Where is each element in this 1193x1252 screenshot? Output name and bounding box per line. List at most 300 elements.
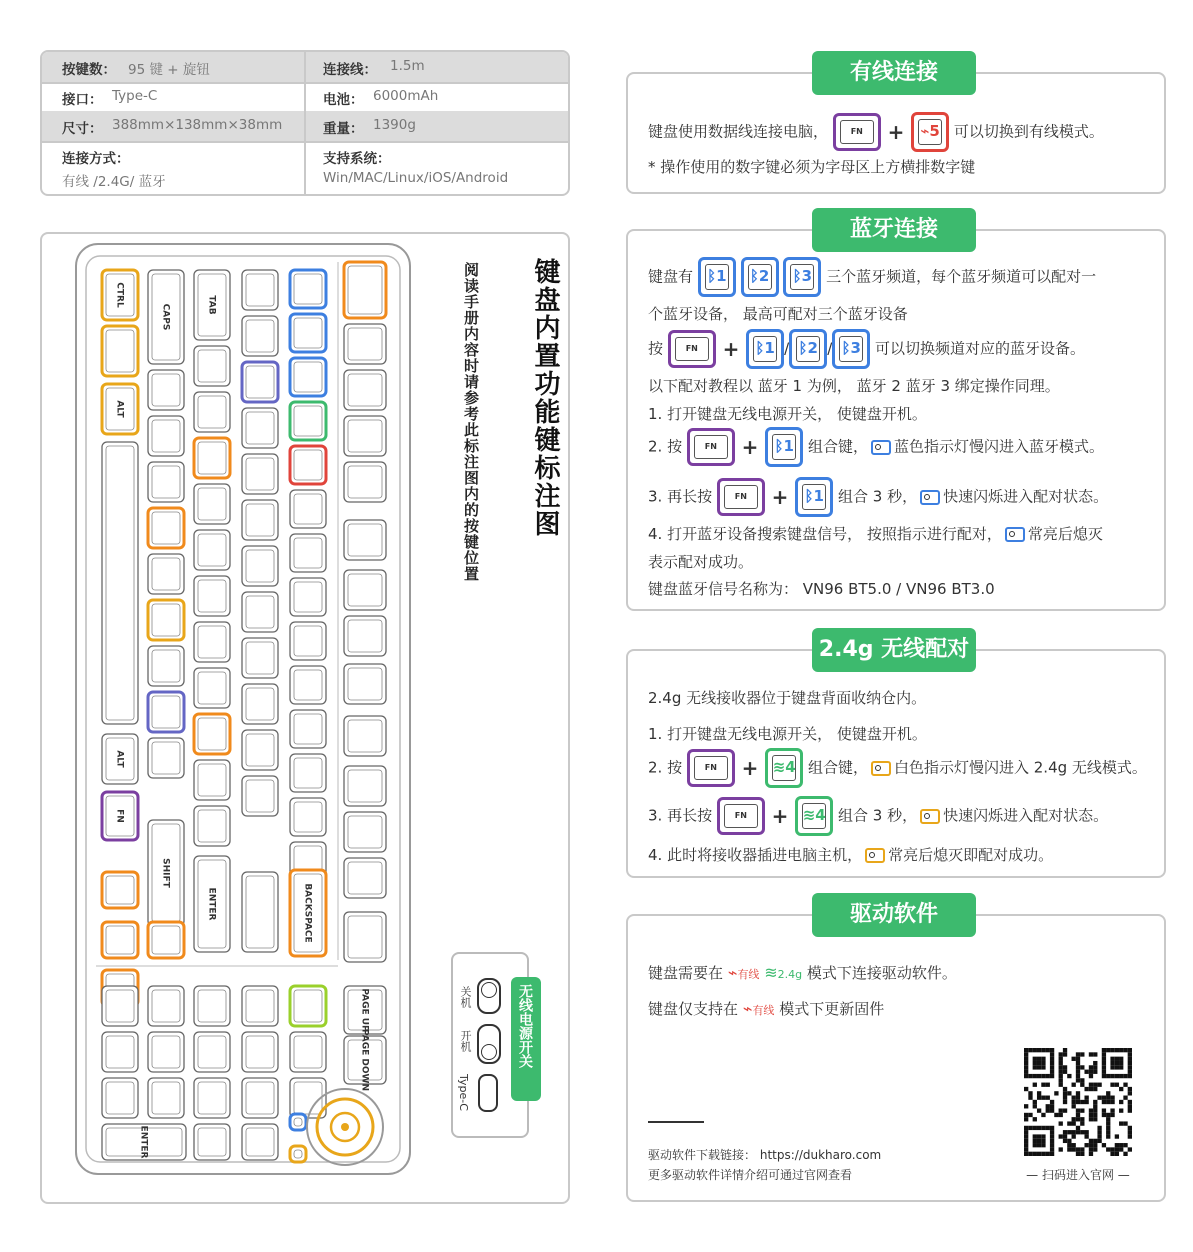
- qr-module: [1024, 1139, 1028, 1143]
- qr-module: [1067, 1130, 1071, 1134]
- spec-value: Win/MAC/Linux/iOS/Android: [323, 170, 509, 186]
- qr-module: [1037, 1126, 1041, 1130]
- qr-module: [1033, 1061, 1037, 1065]
- bt-text: 蓝色指示灯慢闪进入蓝牙模式。: [894, 437, 1105, 456]
- qr-module: [1050, 1130, 1054, 1134]
- qr-module: [1106, 1091, 1110, 1095]
- fn-key-icon: FN: [687, 428, 735, 466]
- qr-module: [1106, 1117, 1110, 1121]
- key: [194, 986, 230, 1026]
- qr-module: [1128, 1065, 1132, 1069]
- key: [344, 616, 386, 656]
- qr-module: [1102, 1096, 1106, 1100]
- spec-label: 连接方式：: [62, 151, 130, 167]
- qr-module: [1050, 1104, 1054, 1108]
- rf-text: 3. 再长按: [648, 806, 713, 825]
- qr-module: [1123, 1152, 1127, 1156]
- qr-module: [1128, 1074, 1132, 1078]
- qr-module: [1067, 1091, 1071, 1095]
- qr-module: [1102, 1070, 1106, 1074]
- qr-module: [1102, 1074, 1106, 1078]
- qr-module: [1093, 1139, 1097, 1143]
- qr-module: [1119, 1108, 1123, 1112]
- qr-module: [1063, 1130, 1067, 1134]
- key: [194, 1078, 230, 1118]
- qr-module: [1089, 1152, 1093, 1156]
- qr-module: [1128, 1048, 1132, 1052]
- qr-module: [1076, 1052, 1080, 1056]
- qr-module: [1063, 1048, 1067, 1052]
- rf-title-badge: 2.4g 无线配对: [812, 628, 976, 672]
- key: [290, 986, 326, 1026]
- spec-label: 重量：: [323, 121, 364, 137]
- fn-key-icon: FN: [668, 330, 716, 368]
- qr-module: [1115, 1147, 1119, 1151]
- qr-module: [1024, 1134, 1028, 1138]
- plus-sign: +: [887, 120, 905, 144]
- qr-module: [1119, 1065, 1123, 1069]
- cable-icon: ⌁: [727, 963, 738, 982]
- key: [242, 454, 278, 494]
- qr-module: [1084, 1087, 1088, 1091]
- bt-text: 按: [648, 339, 664, 358]
- qr-module: [1041, 1143, 1045, 1147]
- spec-value: 95 键 + 旋钮: [128, 62, 210, 78]
- qr-module: [1102, 1113, 1106, 1117]
- qr-module: [1050, 1152, 1054, 1156]
- bt1-key-icon: ᛒ1: [765, 427, 803, 467]
- qr-module: [1123, 1143, 1127, 1147]
- qr-module: [1059, 1108, 1063, 1112]
- qr-module: [1037, 1061, 1041, 1065]
- qr-module: [1102, 1061, 1106, 1065]
- key: [242, 500, 278, 540]
- qr-module: [1059, 1147, 1063, 1151]
- qr-module: [1033, 1048, 1037, 1052]
- qr-module: [1076, 1061, 1080, 1065]
- key: [194, 714, 230, 754]
- spec-value: 1.5m: [390, 58, 425, 74]
- qr-module: [1041, 1096, 1045, 1100]
- key: [102, 1078, 138, 1118]
- qr-module: [1024, 1152, 1028, 1156]
- qr-module: [1024, 1104, 1028, 1108]
- qr-module: [1063, 1052, 1067, 1056]
- key: [290, 798, 326, 836]
- switch-off-toggle[interactable]: [477, 978, 501, 1014]
- qr-module: [1072, 1143, 1076, 1147]
- wired-mode-label: 有线: [737, 968, 760, 981]
- qr-module: [1067, 1074, 1071, 1078]
- driver-more: 更多驱动软件详情介绍可通过官网查看: [648, 1168, 853, 1182]
- qr-module: [1102, 1143, 1106, 1147]
- spec-label: 支持系统：: [323, 151, 391, 167]
- qr-module: [1033, 1117, 1037, 1121]
- qr-module: [1063, 1070, 1067, 1074]
- key: [290, 402, 326, 440]
- key: [344, 570, 386, 610]
- key: [148, 600, 184, 640]
- qr-module: [1119, 1061, 1123, 1065]
- qr-module: [1115, 1074, 1119, 1078]
- spec-value: 6000mAh: [373, 88, 439, 104]
- key: [290, 710, 326, 748]
- qr-module: [1080, 1121, 1084, 1125]
- qr-module: [1067, 1147, 1071, 1151]
- qr-module: [1089, 1074, 1093, 1078]
- key: [194, 438, 230, 478]
- qr-module: [1093, 1070, 1097, 1074]
- qr-module: [1041, 1113, 1045, 1117]
- key: [148, 554, 184, 594]
- fn-key-icon: FN: [687, 749, 735, 787]
- qr-module: [1084, 1096, 1088, 1100]
- key: [344, 262, 386, 318]
- qr-module: [1089, 1139, 1093, 1143]
- qr-module: [1024, 1048, 1028, 1052]
- key-legend: FN: [114, 809, 125, 823]
- key: [344, 716, 386, 756]
- qr-module: [1033, 1139, 1037, 1143]
- qr-module: [1067, 1121, 1071, 1125]
- qr-module: [1024, 1087, 1028, 1091]
- qr-module: [1128, 1126, 1132, 1130]
- qr-module: [1089, 1113, 1093, 1117]
- qr-module: [1089, 1065, 1093, 1069]
- qr-module: [1119, 1087, 1123, 1091]
- qr-module: [1123, 1121, 1127, 1125]
- qr-module: [1050, 1126, 1054, 1130]
- qr-module: [1072, 1134, 1076, 1138]
- bt-line-9: 表示配对成功。: [648, 553, 754, 571]
- qr-module: [1041, 1134, 1045, 1138]
- qr-module: [1050, 1074, 1054, 1078]
- bt-line-4: 以下配对教程以 蓝牙 1 为例， 蓝牙 2 蓝牙 3 绑定操作同理。: [648, 377, 1060, 395]
- qr-module: [1050, 1108, 1054, 1112]
- qr-module: [1093, 1117, 1097, 1121]
- key: [242, 872, 278, 952]
- qr-module: [1033, 1126, 1037, 1130]
- key: [102, 986, 138, 1026]
- key: [242, 592, 278, 632]
- qr-module: [1033, 1057, 1037, 1061]
- qr-module: [1076, 1074, 1080, 1078]
- qr-module: [1059, 1113, 1063, 1117]
- qr-module: [1080, 1065, 1084, 1069]
- qr-module: [1072, 1100, 1076, 1104]
- qr-module: [1041, 1083, 1045, 1087]
- led-indicator-icon: [865, 848, 885, 863]
- qr-module: [1076, 1130, 1080, 1134]
- qr-module: [1119, 1048, 1123, 1052]
- keyboard-title: 键盘内置功能键标注图: [530, 258, 560, 538]
- qr-module: [1106, 1074, 1110, 1078]
- qr-module: [1067, 1139, 1071, 1143]
- qr-module: [1059, 1121, 1063, 1125]
- qr-module: [1041, 1061, 1045, 1065]
- qr-module: [1046, 1048, 1050, 1052]
- qr-module: [1050, 1057, 1054, 1061]
- qr-module: [1033, 1104, 1037, 1108]
- qr-module: [1128, 1130, 1132, 1134]
- qr-module: [1063, 1087, 1067, 1091]
- qr-module: [1059, 1061, 1063, 1065]
- qr-module: [1033, 1143, 1037, 1147]
- bt-text: 快速闪烁进入配对状态。: [943, 487, 1109, 506]
- qr-module: [1076, 1126, 1080, 1130]
- key: [194, 576, 230, 616]
- key: [290, 666, 326, 704]
- rf-text: 白色指示灯慢闪进入 2.4g 无线模式。: [894, 758, 1147, 777]
- qr-module: [1089, 1143, 1093, 1147]
- qr-module: [1106, 1096, 1110, 1100]
- driver-text: 模式下连接驱动软件。: [806, 964, 957, 982]
- key: [242, 986, 278, 1026]
- driver-title-badge: 驱动软件: [812, 893, 976, 937]
- qr-module: [1076, 1096, 1080, 1100]
- qr-module: [1123, 1048, 1127, 1052]
- typec-label: Type-C: [457, 1074, 470, 1111]
- qr-module: [1054, 1091, 1058, 1095]
- qr-module: [1050, 1061, 1054, 1065]
- qr-module: [1033, 1134, 1037, 1138]
- download-link[interactable]: https://dukharo.com: [759, 1148, 882, 1162]
- key: [194, 1032, 230, 1072]
- qr-module: [1089, 1087, 1093, 1091]
- qr-module: [1046, 1126, 1050, 1130]
- qr-module: [1050, 1143, 1054, 1147]
- keyboard-subtitle: 阅读手册内容时请参考此标注图内的按键位置: [462, 262, 480, 582]
- qr-module: [1084, 1130, 1088, 1134]
- key-legend: SHIFT: [160, 858, 171, 888]
- qr-module: [1063, 1091, 1067, 1095]
- key-legend: TAB: [206, 295, 217, 315]
- divider-line: [648, 1121, 704, 1123]
- key: [148, 1032, 184, 1072]
- key: [194, 530, 230, 570]
- qr-module: [1106, 1048, 1110, 1052]
- qr-module: [1115, 1134, 1119, 1138]
- qr-module: [1097, 1130, 1101, 1134]
- qr-module: [1041, 1152, 1045, 1156]
- bt-text: 可以切换频道对应的蓝牙设备。: [875, 339, 1086, 358]
- qr-module: [1110, 1113, 1114, 1117]
- qr-module: [1084, 1070, 1088, 1074]
- qr-module: [1080, 1147, 1084, 1151]
- qr-code[interactable]: [1024, 1048, 1132, 1156]
- qr-module: [1080, 1117, 1084, 1121]
- key-legend: BACKSPACE: [302, 883, 313, 943]
- qr-module: [1110, 1147, 1114, 1151]
- qr-module: [1128, 1087, 1132, 1091]
- key: [148, 922, 184, 958]
- qr-module: [1110, 1057, 1114, 1061]
- qr-module: [1097, 1134, 1101, 1138]
- qr-module: [1119, 1057, 1123, 1061]
- qr-module: [1059, 1083, 1063, 1087]
- typec-port: [478, 1074, 498, 1112]
- qr-module: [1037, 1057, 1041, 1061]
- qr-module: [1050, 1134, 1054, 1138]
- qr-module: [1037, 1139, 1041, 1143]
- bt-line-1: [648, 257, 1096, 297]
- wired-mode-label: 有线: [752, 1004, 775, 1017]
- qr-module: [1102, 1057, 1106, 1061]
- key: [102, 872, 138, 908]
- qr-module: [1050, 1139, 1054, 1143]
- switch-title: 无线电源开关: [517, 984, 533, 1068]
- key: [242, 776, 278, 816]
- rf-text: 快速闪烁进入配对状态。: [943, 806, 1109, 825]
- bt2-key-icon: ᛒ2: [741, 257, 779, 297]
- qr-module: [1041, 1139, 1045, 1143]
- driver-text: 键盘仅支持在: [648, 1000, 739, 1018]
- bt-line-6: [648, 427, 1104, 467]
- key-legend: PAGE DOWN: [359, 1029, 370, 1091]
- qr-module: [1076, 1100, 1080, 1104]
- qr-module: [1041, 1057, 1045, 1061]
- qr-module: [1041, 1074, 1045, 1078]
- qr-module: [1123, 1096, 1127, 1100]
- qr-module: [1063, 1134, 1067, 1138]
- key-legend: ALT: [114, 400, 125, 418]
- switch-on-toggle[interactable]: [477, 1024, 501, 1064]
- key: [148, 692, 184, 732]
- key: [194, 484, 230, 524]
- wired-key-5-icon: ⌁5: [911, 112, 949, 152]
- qr-module: [1128, 1052, 1132, 1056]
- key: [242, 1032, 278, 1072]
- rf-line-1: 2.4g 无线接收器位于键盘背面收纳仓内。: [648, 689, 927, 707]
- qr-module: [1102, 1108, 1106, 1112]
- qr-module: [1028, 1113, 1032, 1117]
- qr-module: [1028, 1091, 1032, 1095]
- wired-text: 可以切换到有线模式。: [953, 122, 1104, 141]
- wired-line-1: [648, 112, 1104, 152]
- qr-module: [1024, 1061, 1028, 1065]
- led-indicator-icon: [920, 809, 940, 824]
- bt-title-badge: 蓝牙连接: [812, 208, 976, 252]
- key: [290, 270, 326, 308]
- qr-module: [1080, 1078, 1084, 1082]
- qr-module: [1037, 1065, 1041, 1069]
- qr-module: [1037, 1108, 1041, 1112]
- qr-module: [1115, 1152, 1119, 1156]
- qr-module: [1106, 1100, 1110, 1104]
- qr-module: [1115, 1065, 1119, 1069]
- qr-module: [1123, 1074, 1127, 1078]
- qr-module: [1115, 1083, 1119, 1087]
- qr-module: [1128, 1091, 1132, 1095]
- wired-note: * 操作使用的数字键必须为字母区上方横排数字键: [648, 158, 976, 176]
- qr-module: [1102, 1052, 1106, 1056]
- qr-module: [1076, 1091, 1080, 1095]
- qr-module: [1089, 1147, 1093, 1151]
- qr-module: [1028, 1074, 1032, 1078]
- key: [290, 358, 326, 396]
- qr-module: [1076, 1117, 1080, 1121]
- qr-module: [1080, 1083, 1084, 1087]
- qr-module: [1024, 1113, 1028, 1117]
- qr-module: [1089, 1070, 1093, 1074]
- bt2-key-icon: ᛒ2: [789, 329, 827, 369]
- qr-module: [1063, 1065, 1067, 1069]
- qr-module: [1050, 1100, 1054, 1104]
- qr-module: [1084, 1143, 1088, 1147]
- qr-modules: [1024, 1048, 1132, 1156]
- plus-sign: +: [771, 804, 789, 828]
- bt-text: 2. 按: [648, 437, 683, 456]
- key: [102, 922, 138, 958]
- qr-module: [1119, 1121, 1123, 1125]
- qr-module: [1110, 1065, 1114, 1069]
- qr-module: [1072, 1083, 1076, 1087]
- bt1-key-icon: ᛒ1: [746, 329, 784, 369]
- rf-line-5: [648, 844, 1053, 865]
- key: [290, 446, 326, 484]
- qr-module: [1024, 1070, 1028, 1074]
- wired-title-badge: 有线连接: [812, 51, 976, 95]
- qr-module: [1041, 1126, 1045, 1130]
- plus-sign: +: [722, 337, 740, 361]
- bt-text: 组合键，: [807, 437, 868, 456]
- key-legend: ENTER: [206, 887, 217, 921]
- qr-module: [1097, 1126, 1101, 1130]
- qr-module: [1063, 1100, 1067, 1104]
- qr-module: [1050, 1070, 1054, 1074]
- qr-module: [1024, 1143, 1028, 1147]
- qr-module: [1128, 1070, 1132, 1074]
- key: [242, 316, 278, 356]
- qr-module: [1080, 1152, 1084, 1156]
- qr-module: [1106, 1113, 1110, 1117]
- spec-label: 按键数：: [62, 62, 116, 78]
- qr-module: [1046, 1074, 1050, 1078]
- qr-module: [1033, 1065, 1037, 1069]
- key: [242, 1078, 278, 1118]
- qr-module: [1084, 1100, 1088, 1104]
- key: [290, 754, 326, 792]
- led-indicator-icon: [871, 761, 891, 776]
- wifi-icon: ≋: [764, 963, 778, 982]
- bt-text: 3. 再长按: [648, 487, 713, 506]
- qr-module: [1037, 1091, 1041, 1095]
- key: [148, 370, 184, 410]
- key: [242, 362, 278, 402]
- fn-key-icon: FN: [833, 113, 881, 151]
- qr-module: [1123, 1083, 1127, 1087]
- qr-module: [1106, 1134, 1110, 1138]
- qr-module: [1106, 1130, 1110, 1134]
- key: [344, 416, 386, 456]
- qr-module: [1063, 1139, 1067, 1143]
- qr-module: [1024, 1074, 1028, 1078]
- bt-line-5: 1. 打开键盘无线电源开关， 使键盘开机。: [648, 405, 927, 423]
- key: [290, 490, 326, 528]
- qr-module: [1093, 1113, 1097, 1117]
- qr-module: [1089, 1108, 1093, 1112]
- bt-text: 4. 打开蓝牙设备搜索键盘信号， 按照指示进行配对，: [648, 525, 1002, 543]
- led-indicator-icon: [1005, 527, 1025, 542]
- qr-module: [1076, 1113, 1080, 1117]
- bt3-key-icon: ᛒ3: [783, 257, 821, 297]
- key-legend: CTRL: [114, 282, 125, 308]
- key: [102, 326, 138, 376]
- qr-module: [1072, 1130, 1076, 1134]
- driver-line-2: [648, 998, 884, 1019]
- qr-module: [1059, 1134, 1063, 1138]
- qr-module: [1054, 1113, 1058, 1117]
